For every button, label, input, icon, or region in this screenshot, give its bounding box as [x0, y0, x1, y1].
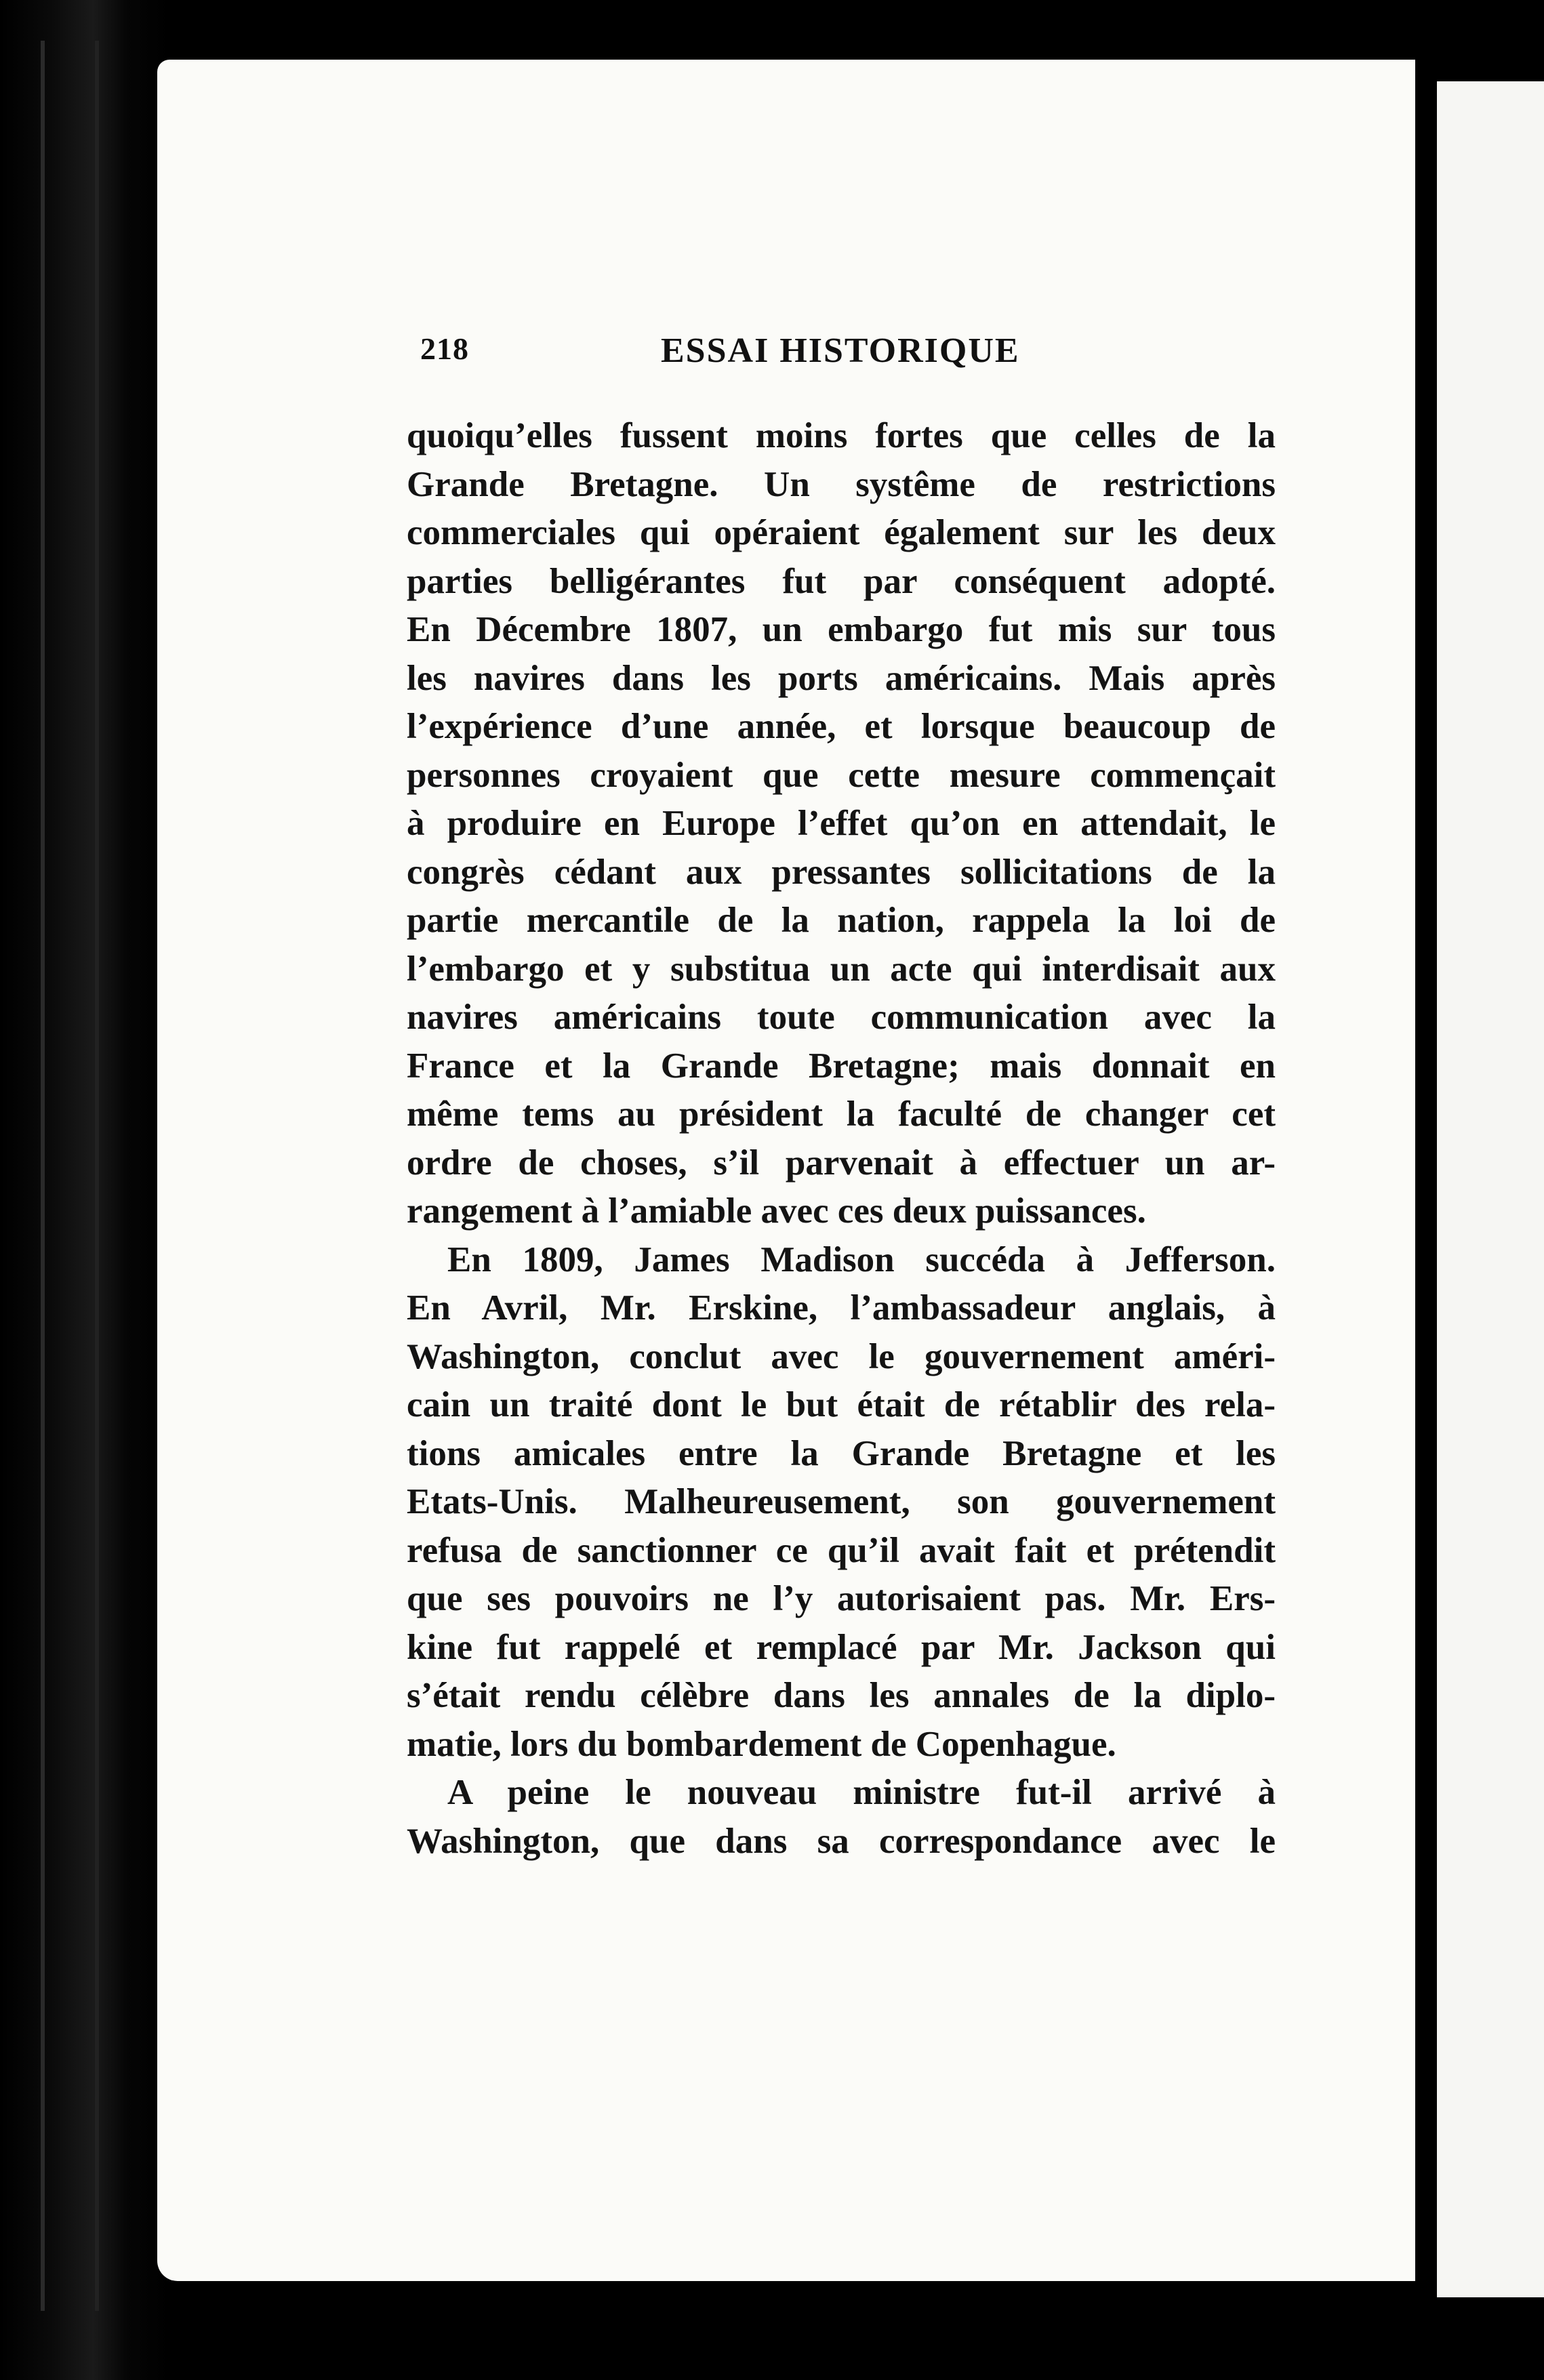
- spine-shadow: [41, 41, 45, 2311]
- text-line: ordre de choses, s’il parvenait à effectuer un ar-: [407, 1143, 1276, 1183]
- text-line: quoiqu’elles fussent moins fortes que celles de la: [407, 416, 1276, 455]
- text-line: navires américains toute communication avec la: [407, 998, 1276, 1037]
- text-line: rangement à l’amiable avec ces deux puissances.: [407, 1191, 1146, 1231]
- text-line: l’expérience d’une année, et lorsque beaucoup de: [407, 707, 1276, 746]
- adjacent-page-edge: [1437, 81, 1544, 2297]
- text-line: partie mercantile de la nation, rappela la loi de: [407, 901, 1276, 940]
- body-text: [407, 412, 1276, 1866]
- text-line: l’embargo et y substitua un acte qui interdisait aux: [407, 949, 1276, 989]
- text-line: parties belligérantes fut par conséquent adopté.: [407, 561, 1276, 601]
- text-line: En 1809, James Madison succéda à Jefferson.: [447, 1239, 1276, 1279]
- text-line: les navires dans les ports américains. Mais après: [407, 658, 1276, 698]
- text-line: En Avril, Mr. Erskine, l’ambassadeur anglais, à: [407, 1288, 1276, 1328]
- page-gutter: [1415, 47, 1436, 2304]
- text-line: à produire en Europe l’effet qu’on en attendait, le: [407, 804, 1276, 843]
- text-line: que ses pouvoirs ne l’y autorisaient pas. Mr. Ers-: [407, 1579, 1276, 1618]
- text-line: même tems au président la faculté de changer cet: [407, 1094, 1276, 1134]
- text-line: kine fut rappelé et remplacé par Mr. Jackson qui: [407, 1627, 1276, 1667]
- book-spine: [0, 0, 169, 2380]
- page-number: 218: [420, 331, 469, 366]
- text-line: congrès cédant aux pressantes sollicitations de la: [407, 852, 1276, 892]
- text-line: matie, lors du bombardement de Copenhague.: [407, 1724, 1116, 1764]
- text-line: refusa de sanctionner ce qu’il avait fait et prétendit: [407, 1530, 1276, 1570]
- text-line: commerciales qui opéraient également sur les deux: [407, 513, 1276, 552]
- text-line: Washington, conclut avec le gouvernement améri-: [407, 1336, 1276, 1376]
- text-line: tions amicales entre la Grande Bretagne et les: [407, 1433, 1276, 1473]
- text-line: France et la Grande Bretagne; mais donnait en: [407, 1046, 1276, 1086]
- text-line: s’était rendu célèbre dans les annales de la diplo-: [407, 1676, 1276, 1715]
- text-line: Grande Bretagne. Un systême de restrictions: [407, 464, 1276, 504]
- text-line: personnes croyaient que cette mesure commençait: [407, 755, 1276, 795]
- spine-shadow: [95, 41, 99, 2311]
- text-line: Etats-Unis. Malheureusement, son gouvernement: [407, 1482, 1276, 1521]
- text-line: Washington, que dans sa correspondance avec le: [407, 1821, 1276, 1861]
- text-line: A peine le nouveau ministre fut-il arrivé à: [447, 1773, 1276, 1812]
- text-line: cain un traité dont le but était de rétablir des rela-: [407, 1385, 1276, 1424]
- running-head-title: ESSAI HISTORIQUE: [661, 331, 1020, 370]
- text-line: En Décembre 1807, un embargo fut mis sur tous: [407, 610, 1276, 649]
